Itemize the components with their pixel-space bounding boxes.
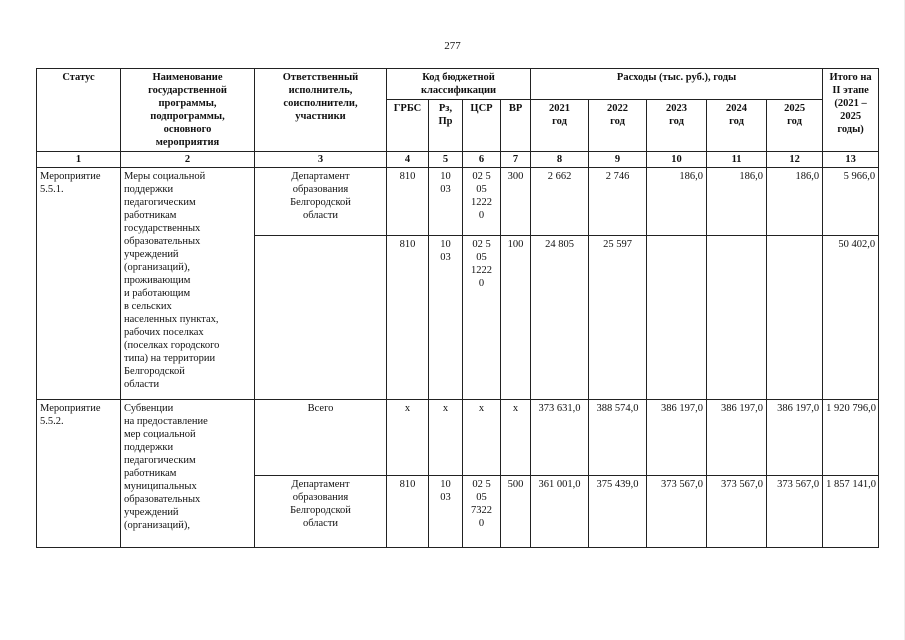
col-num: 8 [531,152,589,168]
page-number: 277 [444,40,461,52]
cell-grbs: 810 [387,236,429,400]
cell-csr: 02 5 05 1222 0 [463,168,501,236]
header-total: Итого на II этапе (2021 – 2025 годы) [823,69,879,152]
header-vr: ВР [501,100,531,152]
cell-2025 [767,236,823,400]
header-rzpr: Рз, Пр [429,100,463,152]
cell-2021: 373 631,0 [531,400,589,476]
table-row [37,168,879,236]
row-responsible [255,236,387,400]
cell-rzpr: 10 03 [429,476,463,548]
header-2021: 2021 год [531,100,589,152]
header-2023: 2023 год [647,100,707,152]
cell-rzpr: 10 03 [429,168,463,236]
cell-grbs: 810 [387,168,429,236]
row-responsible: Всего [255,400,387,476]
row-status: Мероприятие 5.5.1. [37,168,121,400]
col-num: 10 [647,152,707,168]
cell-2023 [647,236,707,400]
header-2025: 2025 год [767,100,823,152]
header-row-1 [37,69,879,100]
cell-2022: 388 574,0 [589,400,647,476]
cell-2021: 2 662 [531,168,589,236]
cell-rzpr: х [429,400,463,476]
row-status: Мероприятие 5.5.2. [37,400,121,548]
header-status: Статус [37,69,121,152]
cell-rzpr: 10 03 [429,236,463,400]
row-name: Меры социальной поддержки педагогическим работникам государственных образовательных учреждений (организаций), проживающим и работающим в сельских населенных пунктах, рабочих поселках (поселках городского типа) на территории Белгородской области [121,168,255,400]
cell-2024: 386 197,0 [707,400,767,476]
cell-vr: х [501,400,531,476]
cell-2025: 373 567,0 [767,476,823,548]
cell-2023: 386 197,0 [647,400,707,476]
cell-csr: 02 5 05 1222 0 [463,236,501,400]
cell-vr: 500 [501,476,531,548]
cell-2024: 186,0 [707,168,767,236]
col-num: 11 [707,152,767,168]
col-num: 6 [463,152,501,168]
cell-grbs: х [387,400,429,476]
header-budget-code: Код бюджетной классификации [387,69,531,100]
col-num: 3 [255,152,387,168]
cell-2021: 24 805 [531,236,589,400]
col-num: 13 [823,152,879,168]
header-csr: ЦСР [463,100,501,152]
budget-table [36,68,879,548]
row-name: Субвенции на предоставление мер социальной поддержки педагогическим работникам муниципальных образовательных учреждений (организаций), [121,400,255,548]
cell-2025: 386 197,0 [767,400,823,476]
cell-total: 5 966,0 [823,168,879,236]
cell-total: 1 857 141,0 [823,476,879,548]
cell-2023: 373 567,0 [647,476,707,548]
column-number-row [37,152,879,168]
col-num: 12 [767,152,823,168]
cell-total: 1 920 796,0 [823,400,879,476]
header-2022: 2022 год [589,100,647,152]
cell-2025: 186,0 [767,168,823,236]
col-num: 5 [429,152,463,168]
cell-2022: 375 439,0 [589,476,647,548]
cell-vr: 100 [501,236,531,400]
col-num: 9 [589,152,647,168]
table-row [37,400,879,476]
col-num: 7 [501,152,531,168]
row-responsible: Департамент образования Белгородской области [255,476,387,548]
cell-2024: 373 567,0 [707,476,767,548]
header-responsible: Ответственный исполнитель, соисполнители, участники [255,69,387,152]
col-num: 2 [121,152,255,168]
header-name: Наименование государственной программы, подпрограммы, основного мероприятия [121,69,255,152]
cell-2024 [707,236,767,400]
cell-2022: 2 746 [589,168,647,236]
cell-csr: х [463,400,501,476]
row-responsible: Департамент образования Белгородской области [255,168,387,236]
cell-2021: 361 001,0 [531,476,589,548]
col-num: 1 [37,152,121,168]
cell-vr: 300 [501,168,531,236]
header-expenses: Расходы (тыс. руб.), годы [531,69,823,100]
header-grbs: ГРБС [387,100,429,152]
cell-csr: 02 5 05 7322 0 [463,476,501,548]
col-num: 4 [387,152,429,168]
cell-grbs: 810 [387,476,429,548]
header-2024: 2024 год [707,100,767,152]
cell-total: 50 402,0 [823,236,879,400]
cell-2022: 25 597 [589,236,647,400]
cell-2023: 186,0 [647,168,707,236]
